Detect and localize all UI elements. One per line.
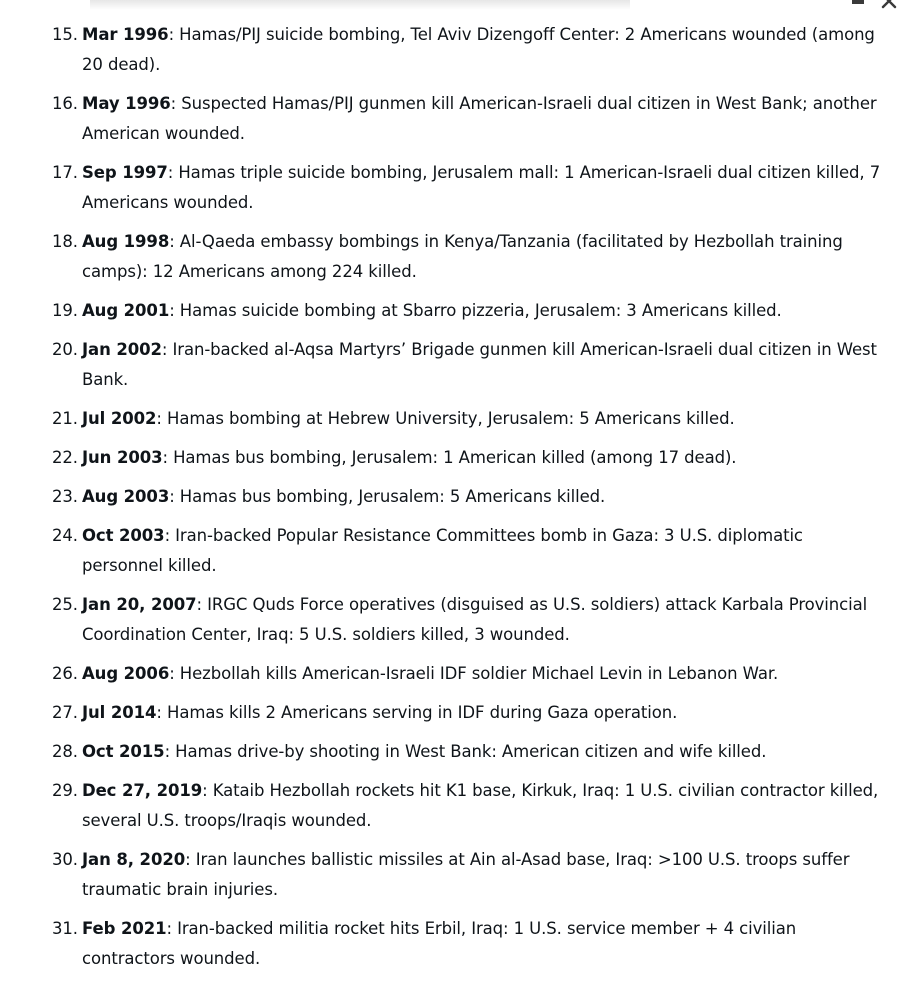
- item-date: Aug 2006: [82, 664, 170, 683]
- list-item: [52, 737, 882, 767]
- item-description: : Hamas drive-by shooting in West Bank: American citizen and wife killed.: [164, 742, 767, 761]
- item-number: 29.: [52, 781, 78, 800]
- list-item: [52, 89, 882, 149]
- list-item: [52, 482, 882, 512]
- list-item: [52, 698, 882, 728]
- item-description: : Iran-backed militia rocket hits Erbil, Iraq: 1 U.S. service member + 4 civilian contractors wounded.: [82, 919, 797, 968]
- list-item: [52, 404, 882, 434]
- item-date: Aug 1998: [82, 232, 170, 251]
- item-number: 18.: [52, 232, 78, 251]
- item-description: : Hamas triple suicide bombing, Jerusalem mall: 1 American-Israeli dual citizen killed, 7 Americans wounded.: [82, 163, 881, 212]
- item-number: 20.: [52, 340, 78, 359]
- item-description: : IRGC Quds Force operatives (disguised as U.S. soldiers) attack Karbala Provincial Coordination Center, Iraq: 5 U.S. soldiers killed, 3 wounded.: [82, 595, 868, 644]
- item-date: Aug 2003: [82, 487, 170, 506]
- item-date: Sep 1997: [82, 163, 168, 182]
- list-item: [52, 296, 882, 326]
- list-item: [52, 590, 882, 650]
- item-date: Dec 27, 2019: [82, 781, 203, 800]
- item-description: : Hamas kills 2 Americans serving in IDF during Gaza operation.: [156, 703, 678, 722]
- list-item: [52, 914, 882, 974]
- item-description: : Suspected Hamas/PIJ gunmen kill American-Israeli dual citizen in West Bank; another American wounded.: [82, 94, 877, 143]
- item-description: : Hamas bus bombing, Jerusalem: 1 American killed (among 17 dead).: [162, 448, 737, 467]
- list-item: [52, 227, 882, 287]
- list-item: [52, 20, 882, 80]
- item-date: Jan 20, 2007: [82, 595, 197, 614]
- list-item: [52, 659, 882, 689]
- list-item: [52, 845, 882, 905]
- item-number: 23.: [52, 487, 78, 506]
- list-item: [52, 158, 882, 218]
- item-date: Feb 2021: [82, 919, 167, 938]
- item-date: Aug 2001: [82, 301, 170, 320]
- item-date: Jan 8, 2020: [82, 850, 186, 869]
- list-item: [52, 335, 882, 395]
- list-item: [52, 521, 882, 581]
- item-description: : Kataib Hezbollah rockets hit K1 base, Kirkuk, Iraq: 1 U.S. civilian contractor killed, several U.S. troops/Iraqis wounded.: [82, 781, 879, 830]
- window-controls: [850, 0, 898, 10]
- incident-list: [52, 20, 882, 983]
- item-date: Jan 2002: [82, 340, 162, 359]
- list-item: [52, 776, 882, 836]
- item-date: Jun 2003: [82, 448, 163, 467]
- list-item: [52, 443, 882, 473]
- item-number: 28.: [52, 742, 78, 761]
- item-date: Oct 2015: [82, 742, 165, 761]
- item-number: 27.: [52, 703, 78, 722]
- item-number: 25.: [52, 595, 78, 614]
- item-number: 26.: [52, 664, 78, 683]
- item-date: Oct 2003: [82, 526, 165, 545]
- item-description: : Iran launches ballistic missiles at Ain al-Asad base, Iraq: >100 U.S. troops suffer traumatic brain injuries.: [82, 850, 850, 899]
- item-date: Jul 2002: [82, 409, 157, 428]
- item-number: 22.: [52, 448, 78, 467]
- item-description: : Hamas bus bombing, Jerusalem: 5 Americans killed.: [169, 487, 606, 506]
- item-number: 21.: [52, 409, 78, 428]
- item-number: 19.: [52, 301, 78, 320]
- top-scroll-fade: [90, 0, 630, 10]
- item-description: : Iran-backed Popular Resistance Committees bomb in Gaza: 3 U.S. diplomatic personnel killed.: [82, 526, 803, 575]
- item-date: Mar 1996: [82, 25, 169, 44]
- item-description: : Hamas bombing at Hebrew University, Jerusalem: 5 Americans killed.: [156, 409, 735, 428]
- item-date: May 1996: [82, 94, 171, 113]
- item-description: : Hamas suicide bombing at Sbarro pizzeria, Jerusalem: 3 Americans killed.: [169, 301, 782, 320]
- item-number: 30.: [52, 850, 78, 869]
- item-number: 31.: [52, 919, 78, 938]
- minimize-icon[interactable]: [850, 0, 866, 8]
- item-number: 24.: [52, 526, 78, 545]
- item-number: 15.: [52, 25, 78, 44]
- item-description: : Hezbollah kills American-Israeli IDF soldier Michael Levin in Lebanon War.: [169, 664, 779, 683]
- item-number: 17.: [52, 163, 78, 182]
- item-number: 16.: [52, 94, 78, 113]
- close-icon[interactable]: [880, 0, 898, 10]
- item-description: : Iran-backed al-Aqsa Martyrs’ Brigade gunmen kill American-Israeli dual citizen in West Bank.: [82, 340, 877, 389]
- item-date: Jul 2014: [82, 703, 157, 722]
- item-description: : Hamas/PIJ suicide bombing, Tel Aviv Dizengoff Center: 2 Americans wounded (among 20 dead).: [82, 25, 875, 74]
- item-description: : Al-Qaeda embassy bombings in Kenya/Tanzania (facilitated by Hezbollah training camps): 12 Americans among 224 killed.: [82, 232, 843, 281]
